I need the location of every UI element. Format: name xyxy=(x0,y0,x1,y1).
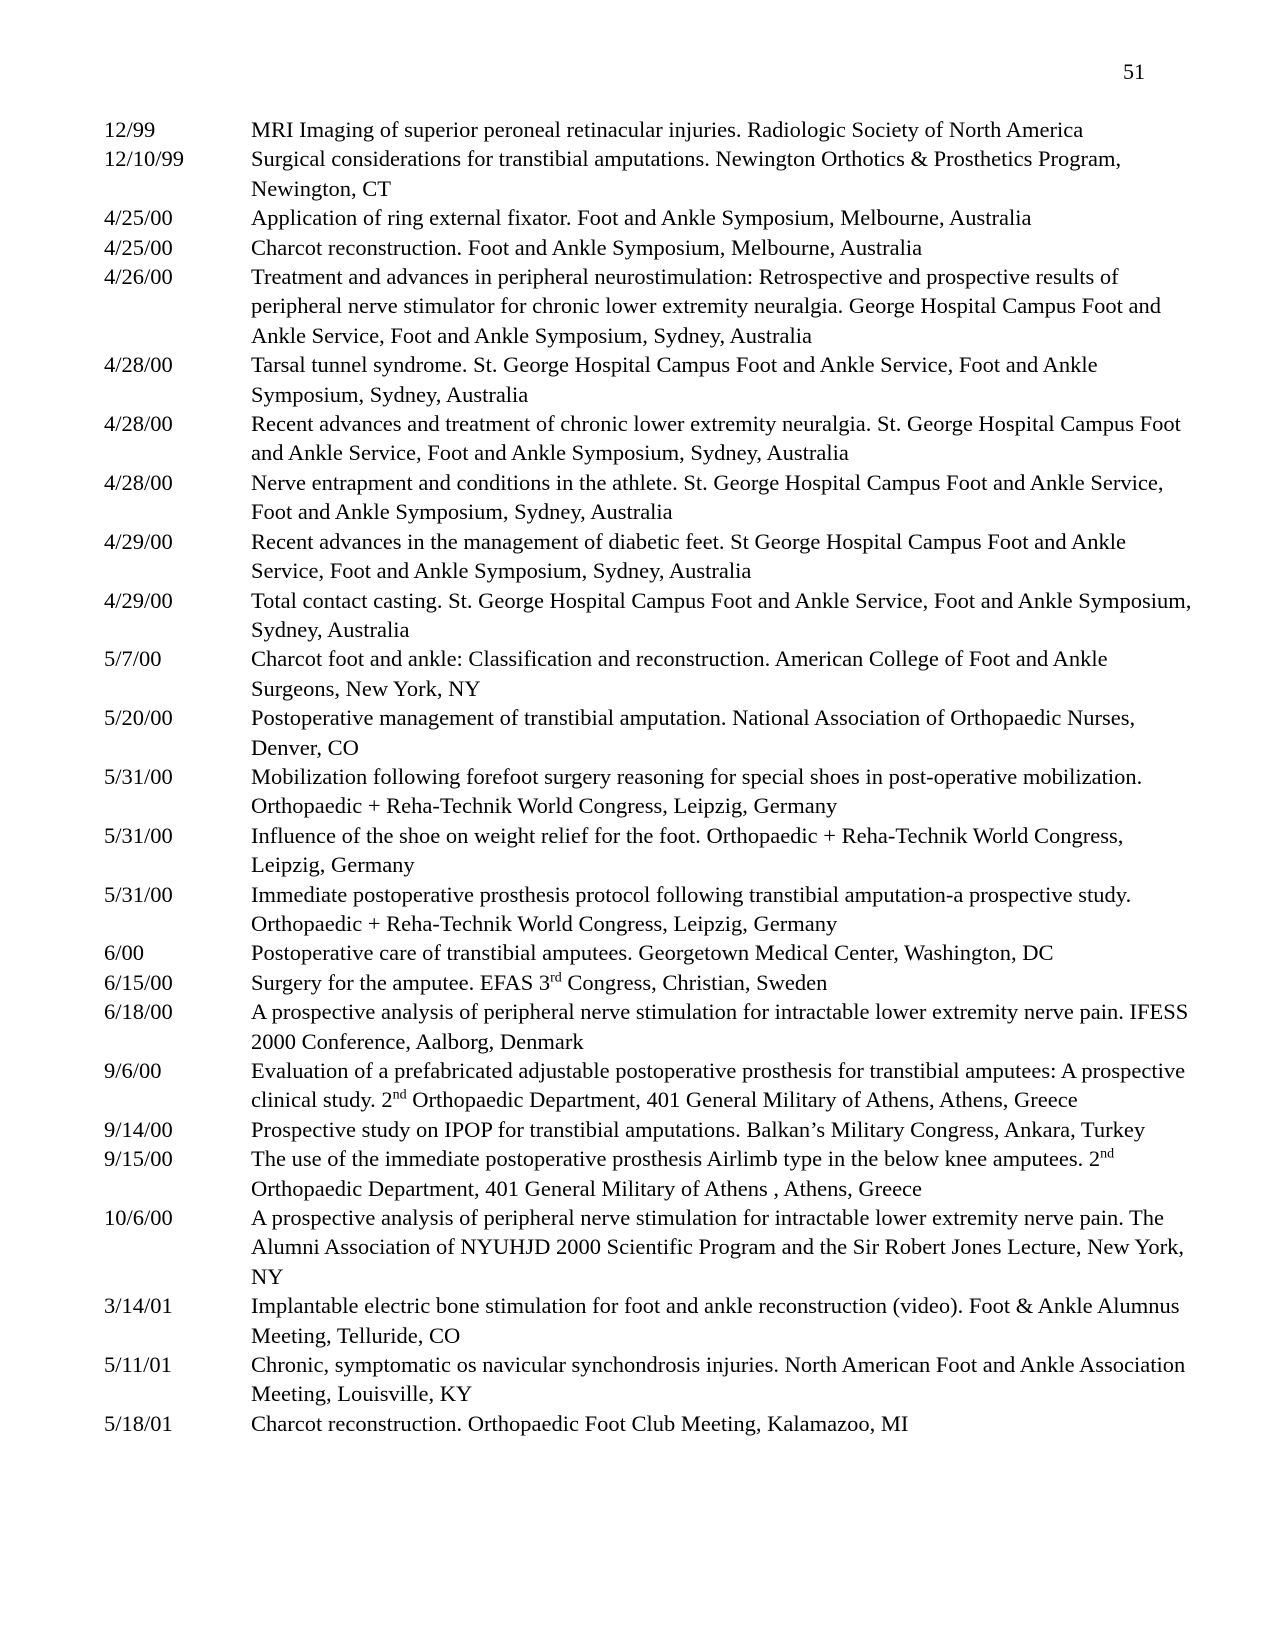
entry-date: 5/7/00 xyxy=(104,646,162,672)
ordinal-superscript: nd xyxy=(1100,1146,1115,1162)
entry-date: 4/26/00 xyxy=(104,264,173,290)
entry-text: MRI Imaging of superior peroneal retinacular injuries. Radiologic Society of North America xyxy=(251,117,1084,142)
ordinal-superscript: nd xyxy=(392,1087,407,1103)
entry-text: Charcot reconstruction. Orthopaedic Foot Club Meeting, Kalamazoo, MI xyxy=(251,1410,909,1436)
entry-text: Surgery for the amputee. EFAS 3rd Congress, Christian, Sweden xyxy=(251,969,828,995)
entry-date: 3/14/01 xyxy=(104,1293,173,1319)
list-item xyxy=(104,115,1194,144)
entry-date: 4/29/00 xyxy=(104,587,173,613)
entry-text: Mobilization following forefoot surgery reasoning for special shoes in post-operative mobilization. Orthopaedic + Reha-Technik World Congress, Leipzig, Germany xyxy=(251,763,1143,819)
list-item xyxy=(104,527,1194,586)
entry-date: 4/28/00 xyxy=(104,469,173,495)
list-item xyxy=(104,880,1194,939)
entry-date: 5/31/00 xyxy=(104,881,173,907)
entry-text: Immediate postoperative prosthesis protocol following transtibial amputation-a prospective study. Orthopaedic + Reha-Technik World Congress, Leipzig, Germany xyxy=(251,881,1132,936)
list-item xyxy=(104,1056,1194,1115)
list-item xyxy=(104,586,1194,645)
page-number: 51 xyxy=(1123,59,1145,84)
list-item xyxy=(104,1203,1194,1291)
entry-date: 10/6/00 xyxy=(104,1205,173,1231)
entry-date: 5/11/01 xyxy=(104,1352,172,1378)
list-item xyxy=(104,409,1194,468)
list-item xyxy=(104,821,1194,880)
entry-text: Recent advances in the management of diabetic feet. St George Hospital Campus Foot and Ankle Service, Foot and Ankle Symposium, Sydney, Australia xyxy=(251,528,1126,584)
entry-date: 6/18/00 xyxy=(104,999,173,1025)
list-item xyxy=(104,762,1194,821)
entry-text: Prospective study on IPOP for transtibial amputations. Balkan’s Military Congress, Ankara, Turkey xyxy=(251,1116,1146,1142)
list-item xyxy=(104,968,1194,997)
list-item xyxy=(104,644,1194,703)
entry-date: 12/10/99 xyxy=(104,146,185,172)
entry-text: The use of the immediate postoperative prosthesis Airlimb type in the below knee amputees. 2nd Orthopaedic Department, 401 General Military of Athens , Athens, Greece xyxy=(251,1146,1115,1201)
entry-text: Evaluation of a prefabricated adjustable postoperative prosthesis for transtibial amputees: A prospective clinical study. 2nd Orthopaedic Department, 401 General Military of Athens, Athens, Greece xyxy=(251,1058,1186,1113)
entry-text: A prospective analysis of peripheral nerve stimulation for intractable lower extremity nerve pain. IFESS 2000 Conference, Aalborg, Denmark xyxy=(251,999,1189,1054)
list-item xyxy=(104,468,1194,527)
entry-text: Recent advances and treatment of chronic lower extremity neuralgia. St. George Hospital Campus Foot and Ankle Service, Foot and Ankle Symposium, Sydney, Australia xyxy=(251,411,1181,466)
ordinal-superscript: rd xyxy=(550,970,562,986)
list-item xyxy=(104,997,1194,1056)
entry-date: 6/00 xyxy=(104,940,145,966)
list-item xyxy=(104,703,1194,762)
entry-date: 6/15/00 xyxy=(104,969,173,995)
entry-text: Total contact casting. St. George Hospital Campus Foot and Ankle Service, Foot and Ankle Symposium, Sydney, Australia xyxy=(251,587,1192,642)
list-item xyxy=(104,203,1194,232)
list-item xyxy=(104,144,1194,203)
list-item xyxy=(104,233,1194,262)
entry-text: A prospective analysis of peripheral nerve stimulation for intractable lower extremity nerve pain. The Alumni Association of NYUHJD 2000 Scientific Program and the Sir Robert Jones Lecture, New York, NY xyxy=(251,1205,1185,1289)
entry-text: Surgical considerations for transtibial amputations. Newington Orthotics & Prosthetics Program, Newington, CT xyxy=(251,146,1122,201)
presentations-list xyxy=(104,115,1194,1438)
entry-date: 5/18/01 xyxy=(104,1410,173,1436)
list-item xyxy=(104,1115,1194,1144)
list-item xyxy=(104,1409,1194,1438)
entry-date: 4/28/00 xyxy=(104,352,173,378)
entry-text: Treatment and advances in peripheral neurostimulation: Retrospective and prospective results of peripheral nerve stimulator for chronic lower extremity neuralgia. George Hospital Campus Foot and Ankle Service, Foot and Ankle Symposium, Sydney, Australia xyxy=(251,264,1161,348)
entry-text: Influence of the shoe on weight relief for the foot. Orthopaedic + Reha-Technik World Congress, Leipzig, Germany xyxy=(251,822,1124,878)
entry-date: 5/31/00 xyxy=(104,763,173,789)
list-item xyxy=(104,1144,1194,1203)
entry-date: 4/25/00 xyxy=(104,205,173,231)
list-item xyxy=(104,350,1194,409)
entry-date: 5/31/00 xyxy=(104,822,173,848)
entry-date: 4/29/00 xyxy=(104,528,173,554)
entry-text: Charcot reconstruction. Foot and Ankle Symposium, Melbourne, Australia xyxy=(251,234,923,260)
list-item xyxy=(104,1350,1194,1409)
entry-date: 9/14/00 xyxy=(104,1116,173,1142)
entry-text: Implantable electric bone stimulation for foot and ankle reconstruction (video). Foot & Ankle Alumnus Meeting, Telluride, CO xyxy=(251,1293,1180,1348)
entry-text: Tarsal tunnel syndrome. St. George Hospital Campus Foot and Ankle Service, Foot and Ankle Symposium, Sydney, Australia xyxy=(251,352,1098,407)
entry-text: Nerve entrapment and conditions in the athlete. St. George Hospital Campus Foot and Ankle Service, Foot and Ankle Symposium, Sydney, Australia xyxy=(251,469,1164,525)
entry-date: 12/99 xyxy=(104,117,156,142)
entry-date: 4/28/00 xyxy=(104,411,173,437)
entry-text: Postoperative care of transtibial amputees. Georgetown Medical Center, Washington, DC xyxy=(251,940,1054,966)
entry-text: Postoperative management of transtibial amputation. National Association of Orthopaedic Nurses, Denver, CO xyxy=(251,705,1136,760)
entry-date: 9/6/00 xyxy=(104,1058,162,1083)
list-item xyxy=(104,938,1194,967)
list-item xyxy=(104,1291,1194,1350)
entry-date: 9/15/00 xyxy=(104,1146,173,1172)
entry-text: Charcot foot and ankle: Classification and reconstruction. American College of Foot and Ankle Surgeons, New York, NY xyxy=(251,646,1108,701)
entry-date: 4/25/00 xyxy=(104,234,173,260)
list-item xyxy=(104,262,1194,350)
entry-text: Application of ring external fixator. Foot and Ankle Symposium, Melbourne, Australia xyxy=(251,205,1032,231)
entry-text: Chronic, symptomatic os navicular synchondrosis injuries. North American Foot and Ankle Association Meeting, Louisville, KY xyxy=(251,1352,1186,1407)
entry-date: 5/20/00 xyxy=(104,705,173,731)
